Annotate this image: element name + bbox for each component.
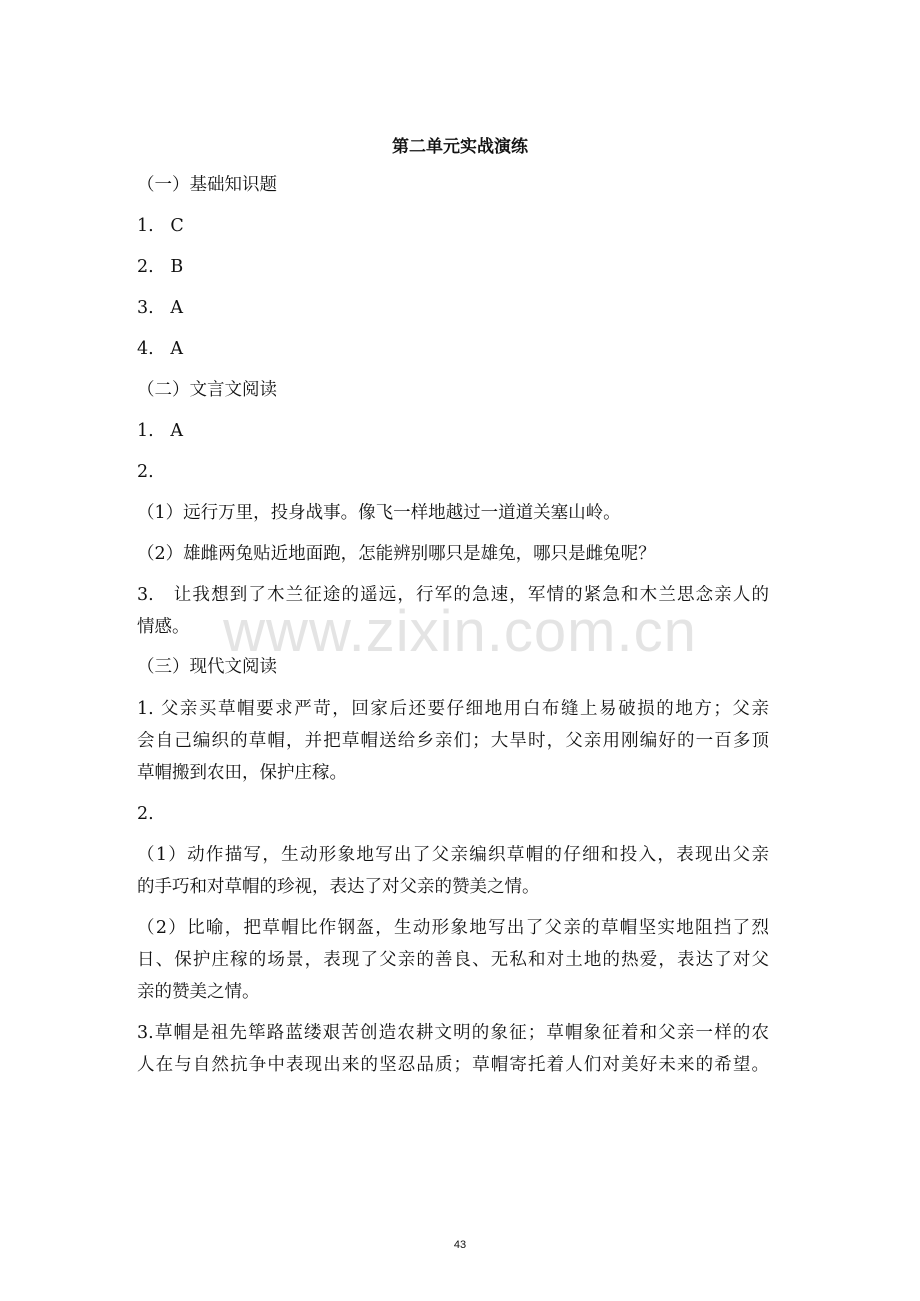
section-heading-modern: （三）现代文阅读 <box>137 657 277 677</box>
answer-line: 1. C <box>137 216 184 236</box>
answer-line: 2. <box>137 462 154 482</box>
answer-line: 3.草帽是祖先筚路蓝缕艰苦创造农耕文明的象征；草帽象征着和父亲一样的农 <box>137 1023 769 1043</box>
answer-line: 人在与自然抗争中表现出来的坚忍品质；草帽寄托着人们对美好未来的希望。 <box>137 1055 769 1075</box>
section-heading-classical: （二）文言文阅读 <box>137 380 277 400</box>
watermark: www.zixin.com.cn <box>223 599 697 664</box>
answer-line: 4. A <box>137 339 184 359</box>
answer-line: （2）比喻，把草帽比作钢盔，生动形象地写出了父亲的草帽坚实地阻挡了烈 <box>137 918 769 938</box>
answer-line: 日、保护庄稼的场景，表现了父亲的善良、无私和对土地的热爱，表达了对父 <box>137 950 769 970</box>
page-title: 第二单元实战演练 <box>392 137 528 157</box>
answer-line: （2）雄雌两兔贴近地面跑，怎能辨别哪只是雄兔，哪只是雌兔呢？ <box>137 544 656 564</box>
answer-line: 会自己编织的草帽，并把草帽送给乡亲们；大旱时，父亲用刚编好的一百多顶 <box>137 731 769 751</box>
section-heading-basic: （一）基础知识题 <box>137 175 277 195</box>
answer-line: 1. A <box>137 421 184 441</box>
answer-line: 的手巧和对草帽的珍视，表达了对父亲的赞美之情。 <box>137 877 540 897</box>
answer-line: 3. 让我想到了木兰征途的遥远，行军的急速，军情的紧急和木兰思念亲人的 <box>137 585 769 605</box>
answer-line: （1）远行万里，投身战事。像飞一样地越过一道道关塞山岭。 <box>137 503 621 523</box>
answer-line: 3. A <box>137 298 184 318</box>
answer-line: 情感。 <box>137 617 190 637</box>
page-number: 43 <box>453 1239 467 1251</box>
answer-line: 1. 父亲买草帽要求严苛，回家后还要仔细地用白布缝上易破损的地方；父亲 <box>137 699 769 719</box>
answer-line: 2. <box>137 804 154 824</box>
answer-line: （1）动作描写，生动形象地写出了父亲编织草帽的仔细和投入，表现出父亲 <box>137 845 769 865</box>
answer-line: 亲的赞美之情。 <box>137 982 260 1002</box>
answer-line: 2. B <box>137 257 184 277</box>
answer-line: 草帽搬到农田，保护庄稼。 <box>137 763 347 783</box>
